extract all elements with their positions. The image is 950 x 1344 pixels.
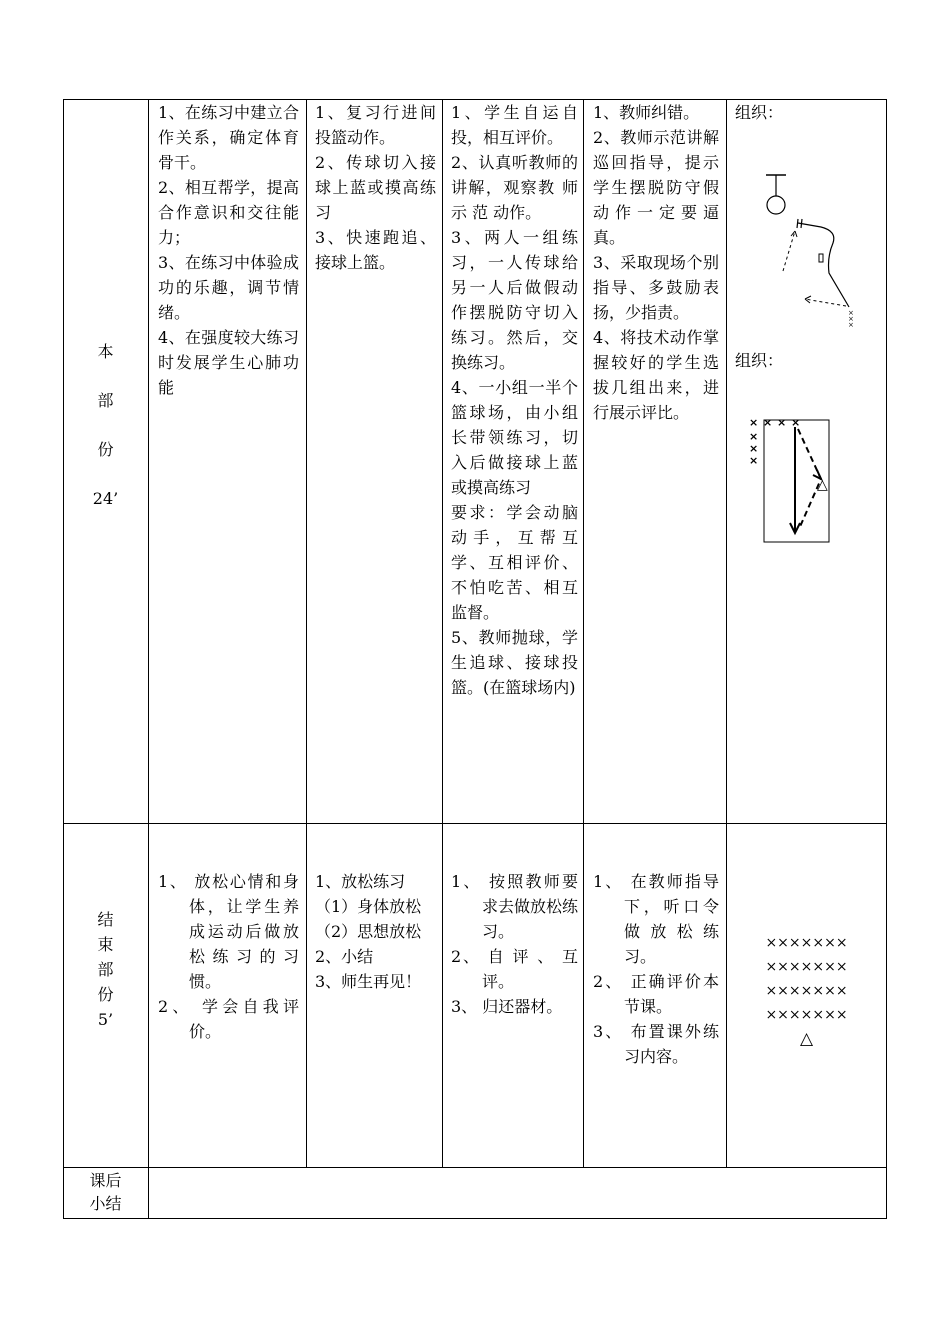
end-formation xyxy=(727,931,886,1051)
player-cross: × xyxy=(763,416,773,429)
player-cross: × xyxy=(749,416,759,429)
end-part-label-char: 部 xyxy=(97,960,114,979)
main-organization xyxy=(735,100,883,125)
player-cross: × xyxy=(749,430,759,443)
content-item: 2、传球切入接球上蓝或摸高练习 xyxy=(315,153,436,222)
cut-path xyxy=(798,223,849,307)
end-part-label-char: 份 xyxy=(97,985,114,1004)
player-cross: × xyxy=(848,321,854,329)
formation-row: ××××××× xyxy=(765,1007,848,1023)
content-item: 1、复习行进间投篮动作。 xyxy=(315,103,436,147)
main-part-label-char: 部 xyxy=(97,391,114,410)
summary-content-area[interactable] xyxy=(149,1168,886,1218)
teacher-activity-item: 3、采取现场个别指导、多鼓励表扬，少指责。 xyxy=(593,253,719,322)
player-cross: × xyxy=(749,454,759,467)
end-objectives xyxy=(158,869,299,1044)
formation-row: ××××××× xyxy=(765,959,848,975)
teacher-activity-item: 3、 布置课外练习内容。 xyxy=(593,1022,719,1066)
content-item: 1、放松练习 xyxy=(315,872,406,891)
objective-item: 4、在强度较大练习时发展学生心肺功能 xyxy=(158,328,299,397)
formation-teacher: △ xyxy=(799,1029,814,1049)
player-cross: × xyxy=(791,416,801,429)
teacher-activity-item: 2、教师示范讲解巡回指导，提示学生摆脱防守假动作一定要逼真。 xyxy=(593,128,719,247)
player-cross: × xyxy=(777,416,787,429)
end-part-time: 5’ xyxy=(97,1010,114,1029)
end-student-activity xyxy=(451,869,578,1019)
student-activity-item: 5、教师抛球，学生追球、接球投篮。(在篮球场内) xyxy=(451,628,578,697)
half-court-diagram xyxy=(743,409,858,549)
main-organization-2 xyxy=(735,348,883,373)
objective-item: 1、在练习中建立合作关系，确定体育骨干。 xyxy=(158,103,299,172)
main-student-activity xyxy=(451,100,578,700)
cut-tick xyxy=(801,219,802,228)
main-part-time: 24’ xyxy=(92,489,119,508)
teacher-triangle: △ xyxy=(817,477,828,493)
end-content xyxy=(315,869,436,994)
content-item: （2）思想放松 xyxy=(315,922,422,941)
objective-item: 2、 学会自我评价。 xyxy=(158,997,299,1041)
defender-marker xyxy=(819,254,823,262)
teacher-activity-item: 1、教师纠错。 xyxy=(593,103,700,122)
main-part-label-char: 份 xyxy=(97,440,114,459)
lesson-plan-table xyxy=(63,99,887,1219)
end-part-label xyxy=(63,907,148,1032)
student-activity-item: 1、 按照教师要求去做放松练习。 xyxy=(451,872,579,941)
content-item: （1）身体放松 xyxy=(315,897,422,916)
content-item: 3、快速跑追、接球上篮。 xyxy=(315,228,436,272)
teacher-activity-item: 1、 在教师指导下，听口令做放松练习。 xyxy=(593,872,719,966)
organization-label: 组织： xyxy=(735,351,784,370)
student-activity-item: 3、两人一组练习，一人传球给另一人后做假动作摆脱防守切入练习。然后，交换练习。 xyxy=(451,228,578,372)
end-part-label-char: 束 xyxy=(97,935,114,954)
content-item: 3、师生再见！ xyxy=(315,972,422,991)
summary-label-line: 小结 xyxy=(89,1194,122,1213)
objective-item: 1、 放松心情和身体，让学生养成运动后做放松练习的习惯。 xyxy=(158,872,299,991)
student-activity-item: 2、 自 评 、 互评。 xyxy=(451,947,578,991)
teacher-activity-item: 4、将技术动作掌握较好的学生选拔几组出来，进行展示评比。 xyxy=(593,328,719,422)
student-activity-item: 1、学生自运自投，相互评价。 xyxy=(451,103,578,147)
objective-item: 2、相互帮学，提高合作意识和交往能力； xyxy=(158,178,299,247)
teacher-activity-item: 2、 正确评价本节课。 xyxy=(593,972,719,1016)
end-part-label-char: 结 xyxy=(97,910,114,929)
formation-row: ××××××× xyxy=(765,935,848,951)
objective-item: 3、在练习中体验成功的乐趣，调节情绪。 xyxy=(158,253,299,322)
content-item: 2、小结 xyxy=(315,947,374,966)
main-content xyxy=(315,100,436,275)
hoop-circle xyxy=(767,196,785,214)
main-teacher-activity xyxy=(593,100,719,425)
main-part-label-char: 本 xyxy=(97,342,114,361)
organization-label: 组织： xyxy=(735,103,784,122)
pass-path-dashed xyxy=(783,231,795,271)
student-activity-item: 2、认真听教师的讲解，观察教 师 示 范 动作。 xyxy=(451,153,578,222)
formation-row: ××××××× xyxy=(765,983,848,999)
summary-label xyxy=(63,1169,148,1215)
player-cross: × xyxy=(848,309,854,317)
student-activity-item: 要求：学会动脑动手，互帮互学、互相评价、不怕吃苦、相互监督。 xyxy=(451,503,578,622)
cut-tick xyxy=(797,219,798,228)
waiting-players xyxy=(749,416,800,467)
cut-drill-diagram xyxy=(753,169,863,334)
student-activity-item: 4、一小组一半个篮球场，由小组长带领练习，切入后做接球上蓝或摸高练习 xyxy=(451,378,578,497)
player-cross: × xyxy=(749,442,759,455)
summary-label-line: 课后 xyxy=(89,1171,122,1190)
dribble-path-dashed xyxy=(805,299,846,306)
end-teacher-activity xyxy=(593,869,719,1069)
main-part-label xyxy=(63,339,148,511)
player-cross: × xyxy=(848,315,854,323)
main-objectives xyxy=(158,100,299,400)
student-activity-item: 3、 归还器材。 xyxy=(451,997,563,1016)
